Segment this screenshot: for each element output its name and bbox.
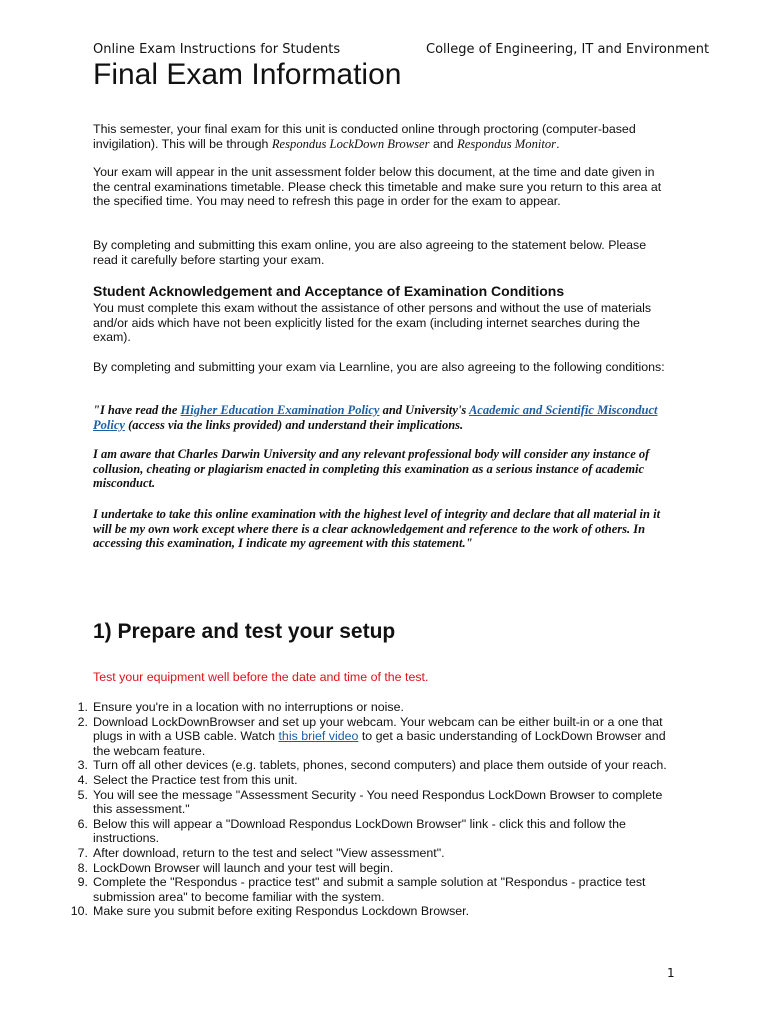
list-item: 2. Download LockDownBrowser and set up your webcam. Your webcam can be either built-in or a one that plugs in with a USB cable. Watch this brief video to get a basic understanding of LockDown Browser and the webcam feature. [77,714,666,758]
list-item: 5. You will see the message "Assessment Security - You need Respondus LockDown Browser to complete this assessment." [77,787,663,817]
acknowledgement-heading: Student Acknowledgement and Acceptance of Examination Conditions [93,283,565,299]
page-title: Final Exam Information [93,58,402,91]
misconduct-policy-link[interactable]: Academic and Scientific Misconduct Policy [93,403,658,432]
acknowledgement-paragraph-2: By completing and submitting your exam via Learnline, you are also agreeing to the following conditions: [93,360,665,374]
intro-paragraph-2: Your exam will appear in the unit assessment folder below this document, at the time and date given in the central examinations timetable. Please check this timetable and make sure you return to this area at the specified time. You may need to refresh this page in order for the exam to appear. [93,165,662,209]
list-item: 3. Turn off all other devices (e.g. tablets, phones, second computers) and place them outside of your reach. [77,758,667,773]
exam-policy-link[interactable]: Higher Education Examination Policy [180,403,380,417]
setup-steps-list [70,700,678,919]
policy-statement: "I have read the Higher Education Examination Policy and University's Academic and Scientific Misconduct Policy (access via the links provided) and understand their implications. [93,403,658,432]
list-item: 9. Complete the "Respondus - practice test" and submit a sample solution at "Respondus - practice test submission area" to become familiar with the system. [77,875,646,904]
list-item: 8. LockDown Browser will launch and your test will begin. [77,860,394,875]
list-item: 1. Ensure you're in a location with no interruptions or noise. [77,700,404,714]
acknowledgement-paragraph-1: You must complete this exam without the assistance of other persons and without the use of materials and/or aids which have not been explicitly listed for the exam (including internet searches during the exam). [93,301,652,345]
setup-warning: Test your equipment well before the date and time of the test. [93,670,429,684]
intro-paragraph-1: This semester, your final exam for this unit is conducted online through proctoring (computer-based invigilation). This will be through Respondus LockDown Browser and Respondus Monitor. [93,122,636,151]
video-link[interactable]: this brief video [278,729,359,744]
intro-paragraph-3: By completing and submitting this exam online, you are also agreeing to the statement below. Please read it carefully before starting your exam. [93,238,647,267]
misconduct-statement: I am aware that Charles Darwin University and any relevant professional body will consider any instance of collusion, cheating or plagiarism enacted in completing this examination as a serious instance of academic misconduct. [93,447,650,491]
lockdown-browser-term: Respondus LockDown Browser [271,136,430,151]
list-item: 4. Select the Practice test from this unit. [77,772,298,787]
list-item: 6. Below this will appear a "Download Respondus LockDown Browser" link - click this and follow the instructions. [77,816,626,846]
header-left: Online Exam Instructions for Students [93,42,341,57]
list-item: 7. After download, return to the test and select "View assessment". [77,845,445,860]
setup-heading: 1) Prepare and test your setup [93,620,396,643]
list-item: 10. Make sure you submit before exiting Respondus Lockdown Browser. [70,904,470,919]
page-number: 1 [667,966,675,980]
respondus-monitor-term: Respondus Monitor [457,136,557,151]
header-right: College of Engineering, IT and Environment [426,42,710,57]
integrity-statement: I undertake to take this online examination with the highest level of integrity and declare that all material in it will be my own work except where there is a clear acknowledgement and reference to the work of others. In accessing this examination, I indicate my agreement with this statement." [93,507,661,551]
